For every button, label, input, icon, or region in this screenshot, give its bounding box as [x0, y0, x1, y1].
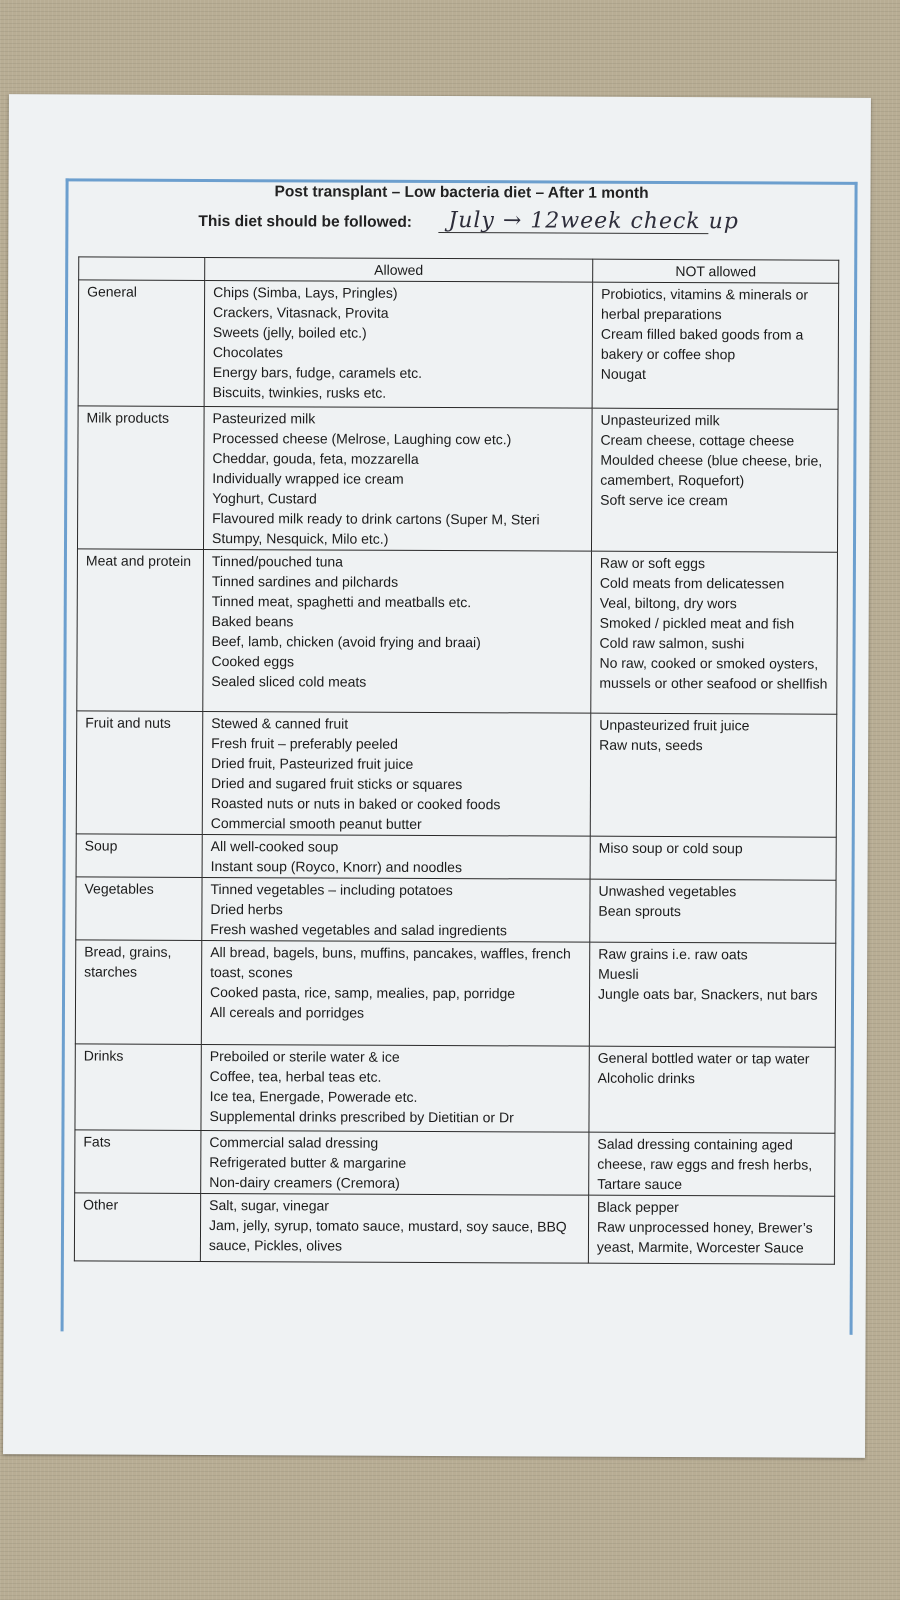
allowed-item: Non-dairy creamers (Cremora): [209, 1174, 400, 1191]
category-label: Vegetables: [84, 880, 154, 897]
allowed-item: Salt, sugar, vinegar: [209, 1197, 330, 1214]
not-allowed-item: Smoked / pickled meat and fish: [599, 614, 795, 632]
handwritten-note: July → 12week check up: [448, 208, 739, 235]
not-allowed-cell: [588, 1195, 834, 1264]
allowed-cell: [200, 1193, 588, 1263]
not-allowed-item: Unpasteurized milk: [600, 411, 720, 429]
not-allowed-item: Black pepper: [597, 1198, 679, 1216]
not-allowed-item: Raw grains i.e. raw oats: [598, 945, 748, 963]
header-not-allowed: NOT allowed: [593, 259, 839, 283]
category-cell: [78, 280, 205, 407]
header-allowed: Allowed: [205, 257, 593, 282]
not-allowed-cell: [591, 551, 838, 714]
not-allowed-cell: [592, 282, 839, 409]
allowed-item: Beef, lamb, chicken (avoid frying and braai): [211, 633, 481, 651]
allowed-item: Dried and sugared fruit sticks or squares: [210, 775, 463, 793]
diet-table: [74, 256, 839, 1264]
allowed-item: Dried herbs: [210, 901, 283, 918]
table-row: [77, 549, 838, 714]
allowed-cell: [204, 280, 593, 408]
not-allowed-item: Cold raw salmon, sushi: [599, 634, 745, 652]
allowed-item: Yoghurt, Custard: [212, 490, 317, 507]
table-row: [78, 280, 839, 409]
allowed-item: All well-cooked soup: [210, 838, 339, 855]
allowed-item: Tinned sardines and pilchards: [211, 573, 399, 590]
allowed-item: Cooked pasta, rice, samp, mealies, pap, porridge: [210, 984, 516, 1002]
category-label: Meat and protein: [85, 552, 192, 569]
not-allowed-item: Cream filled baked goods from a bakery or coffee shop: [600, 325, 804, 363]
subtitle-row: [198, 208, 818, 240]
allowed-item: Commercial salad dressing: [209, 1134, 379, 1151]
table-row: [75, 1130, 835, 1196]
not-allowed-item: Nougat: [600, 365, 646, 382]
allowed-item: Sweets (jelly, boiled etc.): [212, 324, 367, 341]
not-allowed-cell: [591, 408, 838, 552]
table-row: [76, 834, 836, 880]
allowed-item: Roasted nuts or nuts in baked or cooked foods: [210, 795, 501, 813]
header-category: [79, 257, 205, 281]
allowed-item: Chocolates: [212, 344, 283, 361]
not-allowed-item: Unpasteurized fruit juice: [599, 716, 750, 734]
not-allowed-cell: [590, 713, 837, 837]
not-allowed-item: Soft serve ice cream: [600, 491, 728, 509]
not-allowed-item: Salad dressing containing aged cheese, raw eggs and fresh herbs, Tartare sauce: [597, 1135, 813, 1193]
allowed-cell: [202, 834, 590, 879]
allowed-item: Individually wrapped ice cream: [212, 470, 404, 487]
allowed-cell: [203, 406, 592, 551]
allowed-item: Flavoured milk ready to drink cartons (Super M, Steri Stumpy, Nesquick, Milo etc.): [212, 510, 540, 547]
allowed-item: Chips (Simba, Lays, Pringles): [213, 284, 398, 301]
allowed-item: Coffee, tea, herbal teas etc.: [209, 1068, 382, 1085]
category-cell: [75, 1130, 201, 1194]
category-label: Fats: [83, 1133, 111, 1150]
not-allowed-item: Bean sprouts: [598, 902, 681, 920]
category-label: Soup: [84, 837, 118, 854]
table-row: [77, 406, 838, 552]
allowed-item: Cheddar, gouda, feta, mozzarella: [212, 450, 419, 467]
allowed-item: Commercial smooth peanut butter: [210, 815, 422, 832]
allowed-cell: [201, 940, 589, 1046]
not-allowed-cell: [589, 942, 835, 1047]
allowed-item: All cereals and porridges: [209, 1004, 365, 1021]
allowed-item: Processed cheese (Melrose, Laughing cow etc.): [212, 430, 512, 448]
table-row: [75, 1044, 835, 1133]
allowed-item: All bread, bagels, buns, muffins, pancakes, waffles, french toast, scones: [210, 944, 571, 981]
allowed-cell: [201, 1130, 589, 1195]
not-allowed-cell: [590, 879, 836, 943]
subtitle: This diet should be followed:: [198, 212, 413, 231]
not-allowed-item: Moulded cheese (blue cheese, brie, camembert, Roquefort): [600, 451, 823, 489]
table-row: [75, 940, 835, 1047]
allowed-item: Dried fruit, Pasteurized fruit juice: [211, 755, 414, 772]
category-label: Other: [83, 1196, 119, 1213]
page-title: Post transplant – Low bacteria diet – After 1 month: [274, 183, 649, 202]
category-cell: [76, 711, 203, 835]
not-allowed-item: Probiotics, vitamins & minerals or herbal preparations: [600, 285, 809, 323]
not-allowed-cell: [589, 1046, 835, 1133]
allowed-item: Tinned vegetables – including potatoes: [210, 881, 453, 899]
category-cell: [77, 406, 204, 550]
category-cell: [76, 834, 202, 878]
table-body: [74, 280, 838, 1264]
category-cell: [74, 1193, 200, 1262]
not-allowed-item: Veal, biltong, dry wors: [599, 594, 737, 612]
category-label: Bread, grains, starches: [84, 943, 172, 980]
allowed-item: Energy bars, fudge, caramels etc.: [212, 364, 423, 381]
not-allowed-cell: [590, 836, 836, 880]
not-allowed-item: General bottled water or tap water: [597, 1049, 810, 1067]
allowed-item: Preboiled or sterile water & ice: [209, 1048, 400, 1065]
not-allowed-item: Muesli: [598, 965, 639, 982]
category-label: Drinks: [83, 1047, 124, 1064]
allowed-item: Supplemental drinks prescribed by Dietitian or Dr: [209, 1108, 514, 1126]
allowed-item: Stewed & canned fruit: [211, 715, 349, 732]
allowed-cell: [201, 1044, 589, 1132]
table-row: [76, 711, 837, 837]
paper-sheet: [3, 94, 871, 1458]
allowed-item: Ice tea, Energade, Powerade etc.: [209, 1088, 418, 1105]
allowed-item: Biscuits, twinkies, rusks etc.: [212, 384, 387, 401]
not-allowed-item: Miso soup or cold soup: [598, 839, 743, 857]
allowed-item: Pasteurized milk: [212, 410, 316, 427]
not-allowed-item: Alcoholic drinks: [597, 1069, 695, 1087]
not-allowed-item: Cream cheese, cottage cheese: [600, 431, 795, 449]
allowed-item: Sealed sliced cold meats: [211, 673, 367, 690]
category-label: Milk products: [86, 409, 170, 426]
not-allowed-item: No raw, cooked or smoked oysters, mussels or other seafood or shellfish: [599, 654, 828, 692]
not-allowed-item: Raw unprocessed honey, Brewer’s yeast, Marmite, Worcester Sauce: [596, 1218, 813, 1256]
allowed-item: Jam, jelly, syrup, tomato sauce, mustard, soy sauce, BBQ sauce, Pickles, olives: [208, 1217, 567, 1254]
table-row: [74, 1193, 834, 1264]
category-label: Fruit and nuts: [85, 714, 171, 731]
not-allowed-item: Jungle oats bar, Snackers, nut bars: [598, 985, 818, 1003]
allowed-item: Cooked eggs: [211, 653, 295, 670]
allowed-item: Crackers, Vitasnack, Provita: [212, 304, 389, 321]
allowed-item: Tinned/pouched tuna: [211, 553, 344, 570]
not-allowed-cell: [589, 1132, 835, 1196]
allowed-item: Fresh fruit – preferably peeled: [211, 735, 398, 752]
table-row: [76, 877, 836, 943]
allowed-cell: [202, 877, 590, 942]
category-cell: [77, 549, 204, 712]
allowed-item: Baked beans: [211, 613, 294, 630]
allowed-item: Fresh washed vegetables and salad ingredients: [210, 921, 507, 939]
not-allowed-item: Raw nuts, seeds: [599, 736, 703, 754]
table-header-row: [79, 257, 839, 283]
allowed-item: Refrigerated butter & margarine: [209, 1154, 407, 1171]
allowed-cell: [203, 549, 592, 713]
allowed-cell: [202, 711, 591, 836]
not-allowed-item: Unwashed vegetables: [598, 882, 737, 900]
not-allowed-item: Raw or soft eggs: [599, 554, 706, 572]
not-allowed-item: Cold meats from delicatessen: [599, 574, 785, 592]
category-cell: [75, 940, 201, 1045]
allowed-item: Tinned meat, spaghetti and meatballs etc.: [211, 593, 472, 611]
category-label: General: [87, 283, 137, 300]
allowed-item: Instant soup (Royco, Knorr) and noodles: [210, 858, 463, 876]
category-cell: [75, 1044, 201, 1131]
category-cell: [76, 877, 202, 941]
